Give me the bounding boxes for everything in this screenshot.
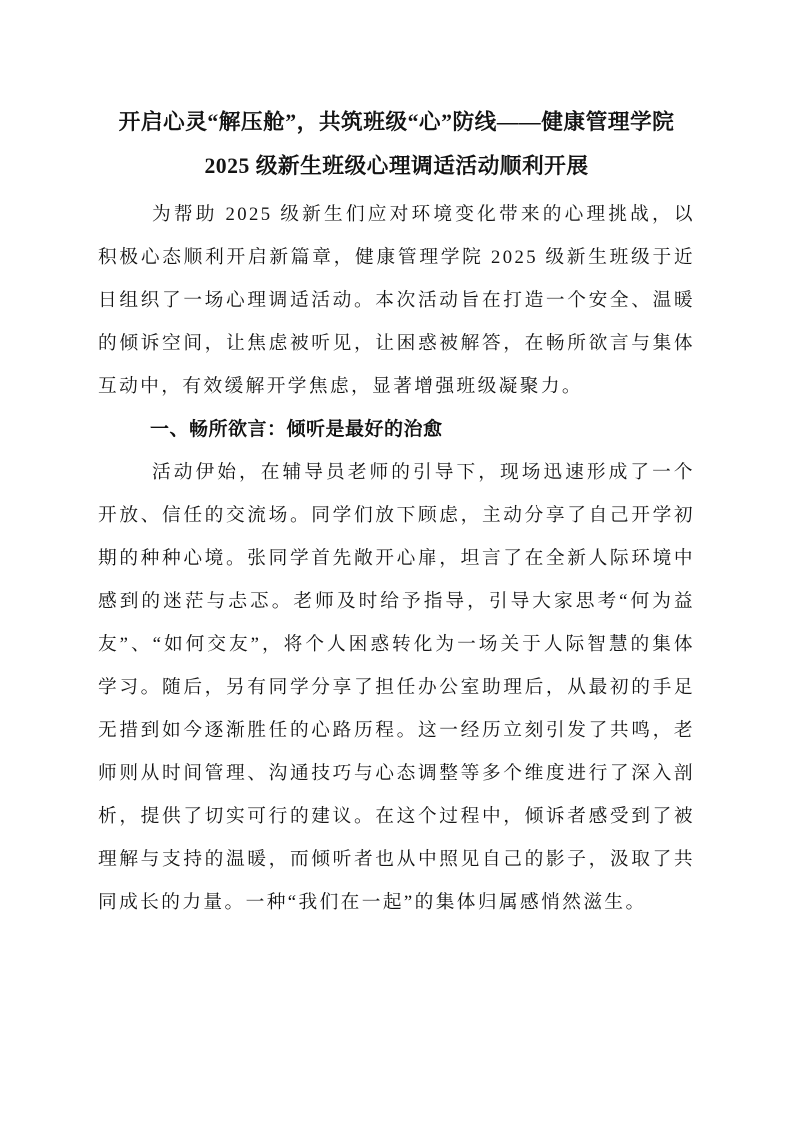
intro-paragraph: 为帮助 2025 级新生们应对环境变化带来的心理挑战，以积极心态顺利开启新篇章，健康管理学院 2025 级新生班级于近日组织了一场心理调适活动。本次活动旨在打造一个安全、温暖的倾诉空间，让焦虑被听见，让困惑被解答，在畅所欲言与集体互动中，有效缓解开学焦虑，显著增强班级凝聚力。 [98,204,695,397]
section-1-paragraph: 活动伊始，在辅导员老师的引导下，现场迅速形成了一个开放、信任的交流场。同学们放下顾虑，主动分享了自己开学初期的种种心境。张同学首先敞开心扉，坦言了在全新人际环境中感到的迷茫与忐忑。老师及时给予指导，引导大家思考“何为益友”、“如何交友”，将个人困惑转化为一场关于人际智慧的集体学习。随后，另有同学分享了担任办公室助理后，从最初的手足无措到如今逐渐胜任的心路历程。这一经历立刻引发了共鸣，老师则从时间管理、沟通技巧与心态调整等多个维度进行了深入剖析，提供了切实可行的建议。在这个过程中，倾诉者感受到了被理解与支持的温暖，而倾听者也从中照见自己的影子，汲取了共同成长的力量。一种“我们在一起”的集体归属感悄然滋生。 [98,462,695,913]
document-title-line-1: 开启心灵“解压舱”，共筑班级“心”防线——健康管理学院 [118,110,675,134]
document-title [98,100,695,188]
document-title-line-2: 2025 级新生班级心理调适活动顺利开展 [204,154,589,178]
section-1-heading: 一、畅所欲言：倾听是最好的治愈 [150,419,443,440]
